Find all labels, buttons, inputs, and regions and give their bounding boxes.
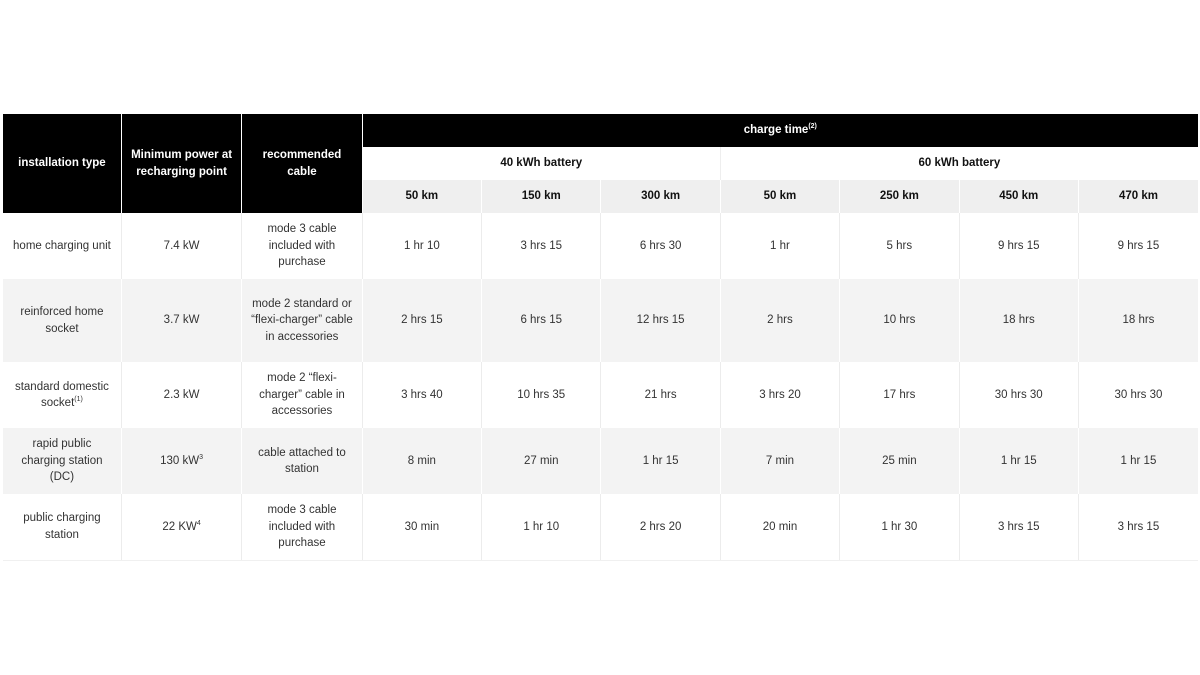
time-cell: 1 hr 15 <box>1078 428 1198 494</box>
charging-times-table <box>3 114 1198 561</box>
time-cell: 18 hrs <box>1078 279 1198 362</box>
distance-header: 450 km <box>959 180 1078 213</box>
time-cell: 21 hrs <box>601 362 720 428</box>
time-cell: 3 hrs 15 <box>1078 494 1198 560</box>
charging-table-container <box>3 114 1198 561</box>
header-minimum-power: Minimum power at recharging point <box>121 114 241 213</box>
time-cell: 1 hr 15 <box>959 428 1078 494</box>
installation-type-cell: standard domestic socket$^{(1)}$ <box>3 362 121 428</box>
cable-cell: mode 3 cable included with purchase <box>242 494 362 560</box>
installation-type-cell: home charging unit <box>3 213 121 279</box>
time-cell: 12 hrs 15 <box>601 279 720 362</box>
cable-cell: cable attached to station <box>242 428 362 494</box>
distance-header: 470 km <box>1078 180 1198 213</box>
time-cell: 30 hrs 30 <box>1078 362 1198 428</box>
group-header-60kwh: 60 kWh battery <box>720 147 1198 180</box>
table-row <box>3 279 1198 362</box>
time-cell: 2 hrs 15 <box>362 279 481 362</box>
time-cell: 3 hrs 40 <box>362 362 481 428</box>
installation-type-cell: reinforced home socket <box>3 279 121 362</box>
time-cell: 1 hr 15 <box>601 428 720 494</box>
power-cell: 2.3 kW <box>121 362 241 428</box>
distance-header: 300 km <box>601 180 720 213</box>
time-cell: 20 min <box>720 494 839 560</box>
time-cell: 17 hrs <box>840 362 959 428</box>
time-cell: 1 hr 10 <box>482 494 601 560</box>
time-cell: 3 hrs 15 <box>959 494 1078 560</box>
table-row <box>3 213 1198 279</box>
installation-type-cell: public charging station <box>3 494 121 560</box>
time-cell: 30 min <box>362 494 481 560</box>
time-cell: 9 hrs 15 <box>1078 213 1198 279</box>
time-cell: 1 hr <box>720 213 839 279</box>
time-cell: 3 hrs 15 <box>482 213 601 279</box>
power-cell: 22 $KW^4$ <box>121 494 241 560</box>
time-cell: 6 hrs 15 <box>482 279 601 362</box>
time-cell: 18 hrs <box>959 279 1078 362</box>
table-row <box>3 428 1198 494</box>
time-cell: 6 hrs 30 <box>601 213 720 279</box>
header-charge-time <box>362 114 1198 147</box>
table-row <box>3 494 1198 560</box>
distance-header: 50 km <box>362 180 481 213</box>
power-cell: 7.4 kW <box>121 213 241 279</box>
group-header-40kwh: 40 kWh battery <box>362 147 720 180</box>
cable-cell: mode 2 standard or “flexi-charger” cable in accessories <box>242 279 362 362</box>
time-cell: 10 hrs 35 <box>482 362 601 428</box>
cable-cell: mode 2 “flexi-charger” cable in accessories <box>242 362 362 428</box>
time-cell: 8 min <box>362 428 481 494</box>
time-cell: 9 hrs 15 <box>959 213 1078 279</box>
time-cell: 1 hr 30 <box>840 494 959 560</box>
installation-type-cell: rapid public charging station (DC) <box>3 428 121 494</box>
header-charge-time-note: (2) <box>808 123 817 131</box>
header-installation-type: installation type <box>3 114 121 213</box>
power-cell: 3.7 kW <box>121 279 241 362</box>
power-cell: 130 $kW^3$ <box>121 428 241 494</box>
time-cell: 2 hrs 20 <box>601 494 720 560</box>
time-cell: 1 hr 10 <box>362 213 481 279</box>
time-cell: 25 min <box>840 428 959 494</box>
distance-header: 50 km <box>720 180 839 213</box>
header-charge-time-label: charge time <box>743 124 809 137</box>
time-cell: 2 hrs <box>720 279 839 362</box>
header-recommended-cable: recommended cable <box>242 114 362 213</box>
distance-header: 250 km <box>840 180 959 213</box>
time-cell: 5 hrs <box>840 213 959 279</box>
time-cell: 10 hrs <box>840 279 959 362</box>
time-cell: 30 hrs 30 <box>959 362 1078 428</box>
distance-header: 150 km <box>482 180 601 213</box>
table-row <box>3 362 1198 428</box>
cable-cell: mode 3 cable included with purchase <box>242 213 362 279</box>
time-cell: 27 min <box>482 428 601 494</box>
time-cell: 3 hrs 20 <box>720 362 839 428</box>
time-cell: 7 min <box>720 428 839 494</box>
